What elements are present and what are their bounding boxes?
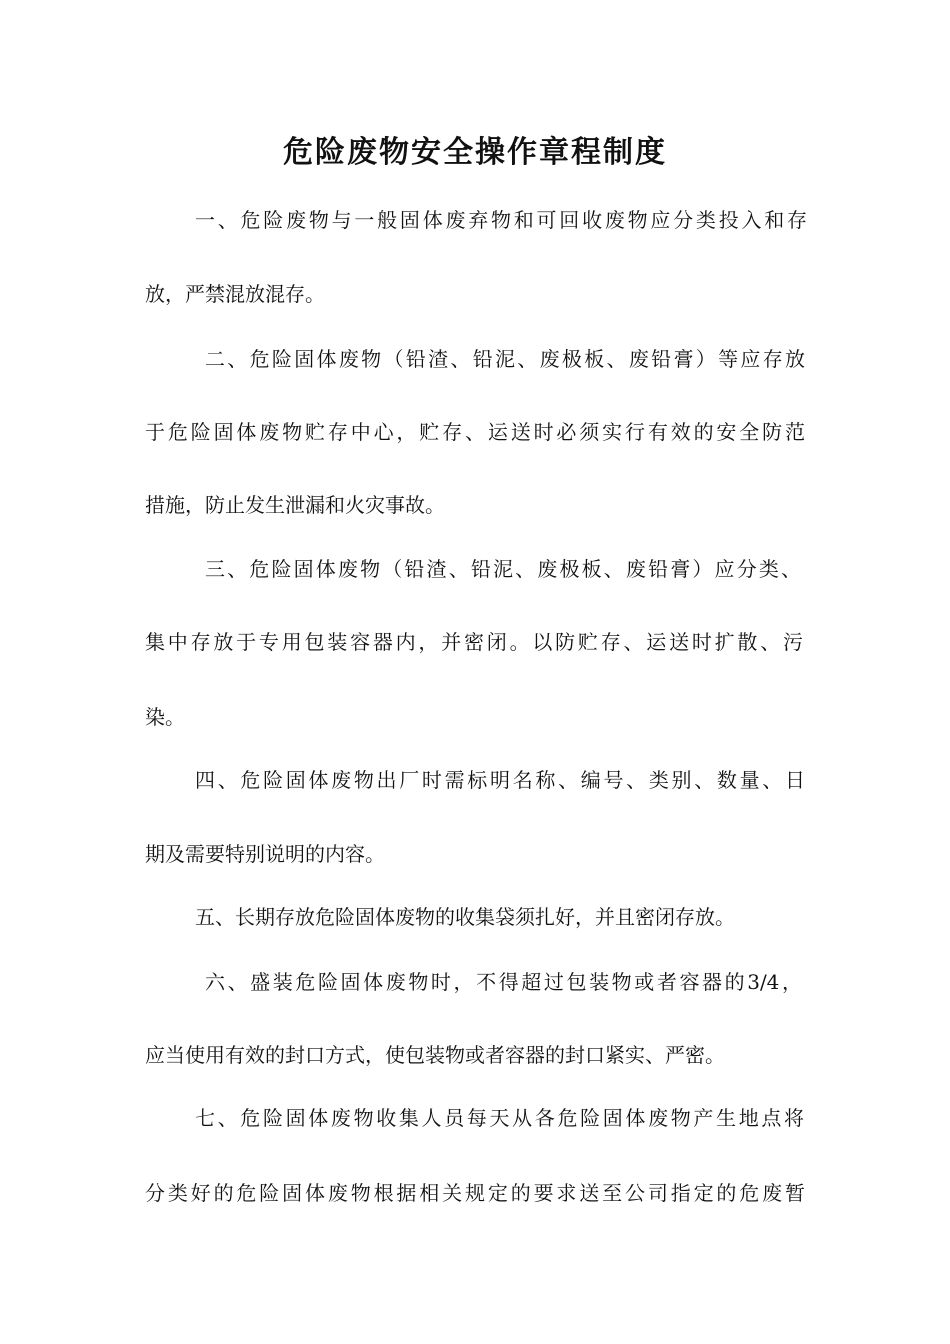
paragraph-7-line-1: 七、危险固体废物收集人员每天从各危险固体废物产生地点将 bbox=[195, 1106, 804, 1130]
paragraph-2-line-2: 于危险固体废物贮存中心，贮存、运送时必须实行有效的安全防范 bbox=[145, 420, 805, 444]
paragraph-1-line-1: 一、危险废物与一般固体废弃物和可回收废物应分类投入和存 bbox=[195, 208, 807, 232]
document-title: 危险废物安全操作章程制度 bbox=[283, 135, 667, 170]
paragraph-6-line-1: 六、盛装危险固体废物时，不得超过包装物或者容器的3/4， bbox=[205, 970, 802, 994]
paragraph-3-line-2: 集中存放于专用包装容器内，并密闭。以防贮存、运送时扩散、污 bbox=[145, 630, 803, 654]
paragraph-6-line-2: 应当使用有效的封口方式，使包装物或者容器的封口紧实、严密。 bbox=[145, 1043, 725, 1067]
paragraph-2-line-1: 二、危险固体废物（铅渣、铅泥、废极板、废铅膏）等应存放 bbox=[205, 347, 805, 371]
paragraph-1-line-2: 放，严禁混放混存。 bbox=[145, 282, 325, 306]
paragraph-4-line-2: 期及需要特别说明的内容。 bbox=[145, 842, 385, 866]
paragraph-2-line-3: 措施，防止发生泄漏和火灾事故。 bbox=[145, 493, 445, 517]
paragraph-4-line-1: 四、危险固体废物出厂时需标明名称、编号、类别、数量、日 bbox=[195, 768, 805, 792]
paragraph-3-line-1: 三、危险固体废物（铅渣、铅泥、废极板、废铅膏）应分类、 bbox=[205, 557, 801, 581]
paragraph-5-line-1: 五、长期存放危险固体废物的收集袋须扎好，并且密闭存放。 bbox=[195, 905, 735, 929]
paragraph-7-line-2: 分类好的危险固体废物根据相关规定的要求送至公司指定的危废暂 bbox=[145, 1181, 805, 1205]
paragraph-3-line-3: 染。 bbox=[145, 705, 185, 729]
